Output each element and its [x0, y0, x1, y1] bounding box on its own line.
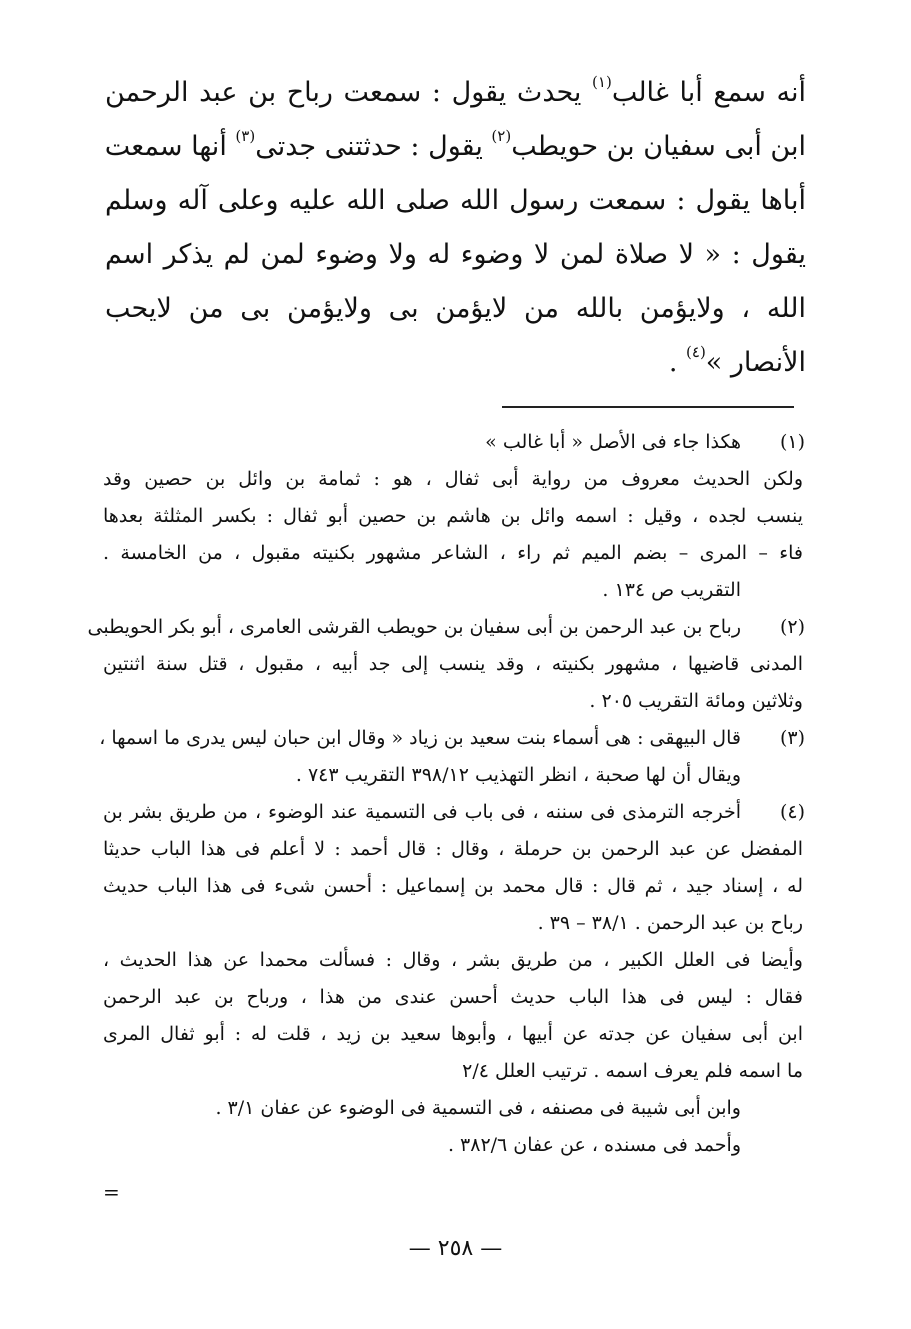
footnote-number: (٢)	[779, 616, 805, 638]
continuation-mark: =	[103, 1180, 120, 1204]
footnote-line: هكذا جاء فى الأصل « أبا غالب »	[485, 431, 741, 453]
footnote-line: أخرجه الترمذى فى سننه ، فى باب فى التسمية عند الوضوء ، من طريق بشر بن	[103, 801, 741, 823]
main-line-4: يقول : « لا صلاة لمن لا وضوء له ولا وضوء لمن لم يذكر اسم	[105, 239, 806, 270]
footnote-4	[103, 794, 803, 1164]
footnote-ref-1: (١)	[592, 73, 612, 91]
footnote-line: المدنى قاضيها ، مشهور بكنيته ، وقد ينسب إلى جد أبيه ، مقبول ، قتل سنة اثنتين	[103, 653, 803, 675]
main-line-3: أباها يقول : سمعت رسول الله صلى الله عليه وعلى آله وسلم	[105, 185, 806, 216]
footnote-line: وأحمد فى مسنده ، عن عفان ٣٨٢/٦ .	[447, 1134, 741, 1156]
footnote-separator	[502, 406, 794, 408]
footnote-line: ابن أبى سفيان عن جدته عن أبيها ، وأبوها سعيد بن زيد ، قلت له : أبو ثفال المرى	[103, 1023, 803, 1045]
footnote-number: (١)	[779, 431, 805, 453]
footnote-line: رباح بن عبد الرحمن بن أبى سفيان بن حويطب القرشى العامرى ، أبو بكر الحويطبى	[87, 616, 741, 638]
footnote-1	[103, 424, 803, 609]
footnote-line: قال البيهقى : هى أسماء بنت سعيد بن زياد « وقال ابن حبان ليس يدرى ما اسمها ،	[99, 727, 741, 749]
footnote-line: وابن أبى شيبة فى مصنفه ، فى التسمية فى الوضوء عن عفان ٣/١ .	[215, 1097, 741, 1119]
main-line-6: الأنصار »$^{(٤)}$ .	[668, 343, 806, 378]
footnote-ref-2: (٢)	[491, 127, 512, 145]
footnote-2	[87, 609, 805, 720]
footnote-line: التقريب ص ١٣٤ .	[602, 579, 741, 601]
footnote-line: وأيضا فى العلل الكبير ، من طريق بشر ، وقال : فسألت محمدا عن هذا الحديث ،	[103, 949, 803, 971]
main-line-2: ابن أبى سفيان بن حويطب$^{(٢)}$ يقول : حدثتنى جدتى$^{(٣)}$ أنها سمعت	[104, 127, 806, 162]
footnote-ref-4: (٤)	[686, 343, 706, 361]
footnote-line: رباح بن عبد الرحمن . ٣٨/١ – ٣٩ .	[537, 912, 803, 934]
footnotes	[87, 424, 805, 1164]
footnote-line: له ، إسناد جيد ، ثم قال : قال محمد بن إسماعيل : أحسن شىء فى هذا الباب حديث	[103, 875, 803, 897]
footnote-line: ما اسمه فلم يعرف اسمه . ترتيب العلل ٢/٤	[462, 1060, 803, 1082]
footnote-line: ولكن الحديث معروف من رواية أبى ثفال ، هو : ثمامة بن وائل بن حصين وقد	[103, 468, 803, 490]
footnote-line: وثلاثين ومائة التقريب ٢٠٥ .	[589, 690, 803, 712]
footnote-number: (٣)	[779, 727, 805, 749]
main-text	[105, 66, 806, 390]
footnote-line: ينسب لجده ، وقيل : اسمه وائل بن هاشم بن حصين أبو ثفال : بكسر المثلثة بعدها	[103, 505, 803, 527]
page-number: — ٢٥٨ —	[408, 1236, 503, 1261]
footnote-line: المفضل عن عبد الرحمن بن حرملة ، وقال : قال أحمد : لا أعلم فى هذا الباب حديثا	[103, 838, 803, 860]
footnote-3	[99, 720, 805, 794]
main-line-5: الله ، ولايؤمن بالله من لايؤمن بى ولايؤمن بى من لايحب	[105, 293, 806, 324]
footnote-line: فاء – المرى – بضم الميم ثم راء ، الشاعر مشهور بكنيته مقبول ، من الخامسة .	[103, 542, 803, 564]
footnote-number: (٤)	[779, 801, 805, 823]
footnote-line: ويقال أن لها صحبة ، انظر التهذيب ٣٩٨/١٢ التقريب ٧٤٣ .	[295, 764, 741, 786]
footnote-ref-3: (٣)	[235, 127, 256, 145]
footnote-line: فقال : ليس فى هذا الباب حديث أحسن عندى من هذا ، ورباح بن عبد الرحمن	[103, 986, 803, 1008]
main-line-1: أنه سمع أبا غالب$^{(١)}$ يحدث يقول : سمعت رباح بن عبد الرحمن	[105, 73, 806, 108]
